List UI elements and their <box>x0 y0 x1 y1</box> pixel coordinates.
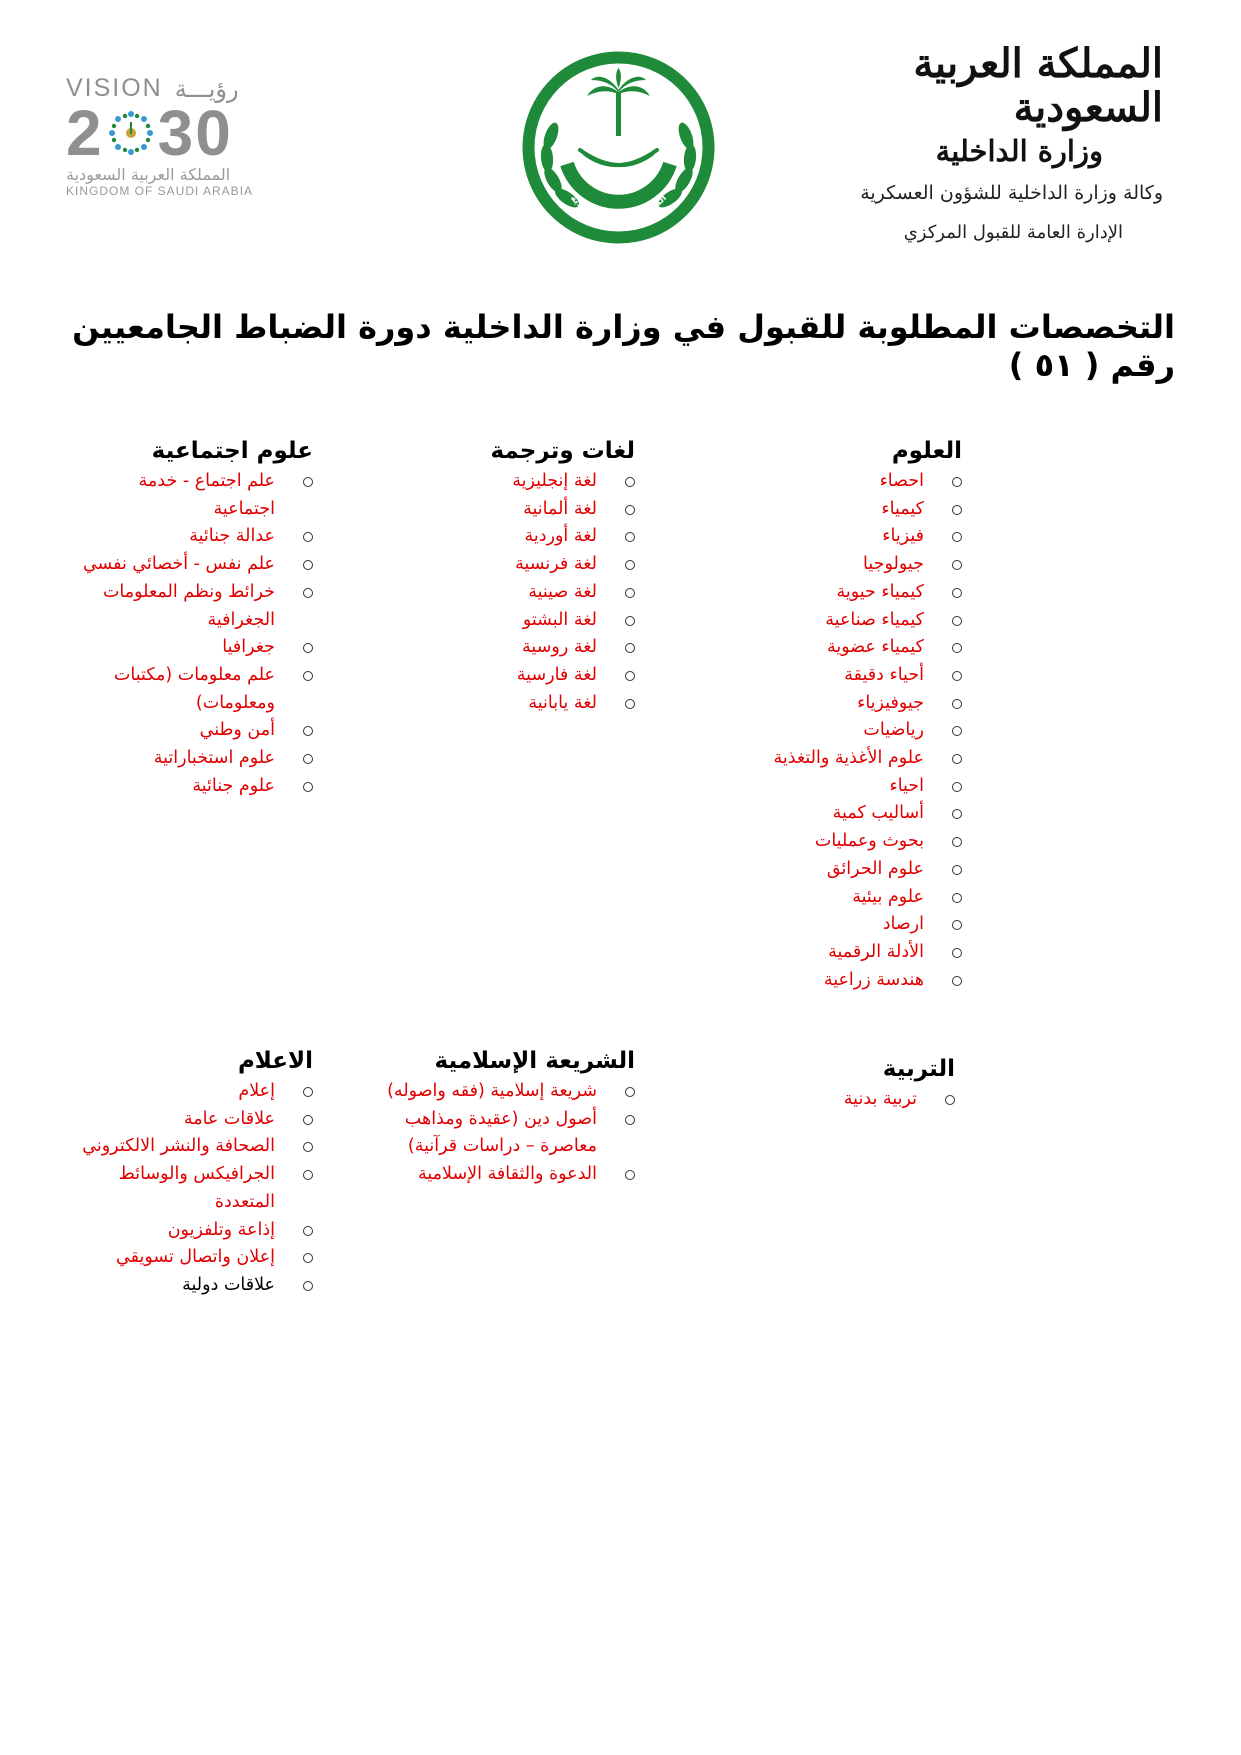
list-item <box>435 662 635 690</box>
bullet-circle-icon <box>952 920 962 930</box>
section-heading: لغات وترجمة <box>490 438 635 464</box>
bullet-circle-icon <box>952 477 962 487</box>
list-item <box>722 773 962 801</box>
bullet-circle-icon <box>952 837 962 847</box>
section-heading: العلوم <box>891 438 962 464</box>
list-item-text: أمن وطني <box>199 720 275 741</box>
vision-emblem-zero-icon <box>106 108 156 158</box>
list-item <box>435 634 635 662</box>
bullet-circle-icon <box>625 532 635 542</box>
list-item-text: احصاء <box>879 471 924 491</box>
bullet-circle-icon <box>625 588 635 598</box>
section-sharia <box>375 1048 635 1189</box>
list-item-text: كيمياء حيوية <box>836 581 924 602</box>
bullet-circle-icon <box>952 809 962 819</box>
list-item <box>435 468 635 496</box>
list-item <box>73 523 313 551</box>
list-item-text: علم معلومات (مكتبات ومعلومات) <box>113 664 275 713</box>
bullet-circle-icon <box>625 477 635 487</box>
list-item <box>73 1244 313 1272</box>
list-item-text: أصول دين (عقيدة ومذاهب معاصرة – دراسات قرآنية) <box>404 1108 597 1157</box>
list-item <box>722 884 962 912</box>
list-item-text: احياء <box>889 775 924 796</box>
bullet-circle-icon <box>303 754 313 764</box>
list-item <box>722 662 962 690</box>
bullet-circle-icon <box>303 726 313 736</box>
bullet-circle-icon <box>952 532 962 542</box>
list-item <box>73 773 313 801</box>
section-list <box>73 1078 313 1300</box>
list-item-text: الصحافة والنشر الالكتروني <box>82 1136 275 1157</box>
section-education <box>715 1056 955 1114</box>
bullet-circle-icon <box>303 588 313 598</box>
list-item <box>722 717 962 745</box>
list-item <box>715 1086 955 1114</box>
list-item <box>73 468 313 523</box>
list-item <box>73 717 313 745</box>
bullet-circle-icon <box>952 726 962 736</box>
list-item-text: علاقات دولية <box>182 1274 275 1295</box>
emblem-ring-text: المملكة العربية السعودية <box>568 193 669 224</box>
list-item-text: علم اجتماع - خدمة اجتماعية <box>138 471 275 519</box>
vision-year <box>66 97 306 169</box>
ministry-header <box>823 42 1163 243</box>
list-item <box>73 662 313 717</box>
list-item-text: علوم استخباراتية <box>153 748 275 769</box>
bullet-circle-icon <box>303 1253 313 1263</box>
bullet-circle-icon <box>952 865 962 875</box>
bullet-circle-icon <box>952 643 962 653</box>
section-heading: الاعلام <box>237 1048 313 1074</box>
bullet-circle-icon <box>952 782 962 792</box>
list-item-text: تربية بدنية <box>843 1089 917 1109</box>
list-item <box>375 1106 635 1161</box>
list-item <box>722 634 962 662</box>
list-item <box>435 496 635 524</box>
bullet-circle-icon <box>952 976 962 986</box>
list-item-text: شريعة إسلامية (فقه واصوله) <box>387 1081 597 1101</box>
list-item-text: رياضيات <box>863 720 924 741</box>
list-item <box>73 1217 313 1245</box>
list-item-text: كيمياء <box>881 498 924 519</box>
list-item <box>375 1161 635 1189</box>
list-item <box>435 523 635 551</box>
bullet-circle-icon <box>952 893 962 903</box>
list-item <box>722 967 962 995</box>
list-item-text: هندسة زراعية <box>823 969 924 990</box>
bullet-circle-icon <box>625 1087 635 1097</box>
bullet-circle-icon <box>303 1115 313 1125</box>
list-item <box>722 690 962 718</box>
emblem-icon <box>517 46 720 249</box>
list-item-text: لغة يابانية <box>528 692 597 713</box>
list-item <box>722 551 962 579</box>
list-item <box>722 856 962 884</box>
list-item <box>73 1161 313 1216</box>
vision-2030-logo <box>66 74 306 204</box>
ministry-name: وزارة الداخلية <box>935 134 1103 168</box>
department-name: الإدارة العامة للقبول المركزي <box>903 222 1123 243</box>
bullet-circle-icon <box>952 671 962 681</box>
bullet-circle-icon <box>303 532 313 542</box>
bullet-circle-icon <box>952 616 962 626</box>
list-item <box>375 1078 635 1106</box>
section-heading: علوم اجتماعية <box>151 438 313 464</box>
bullet-circle-icon <box>303 643 313 653</box>
list-item-text: جيولوجيا <box>863 554 924 575</box>
list-item-text: لغة فارسية <box>516 664 597 685</box>
bullet-circle-icon <box>625 1170 635 1180</box>
list-item-text: لغة صينية <box>528 581 597 602</box>
vision-kingdom-en: KINGDOM OF SAUDI ARABIA <box>66 184 254 198</box>
bullet-circle-icon <box>625 643 635 653</box>
list-item-text: أحياء دقيقة <box>844 664 924 685</box>
bullet-circle-icon <box>625 560 635 570</box>
list-item-text: علوم جنائية <box>192 775 275 796</box>
vision-word-ar: رؤيـــة <box>174 74 239 103</box>
list-item <box>722 468 962 496</box>
list-item-text: بحوث وعمليات <box>814 831 924 852</box>
section-languages <box>435 438 635 717</box>
list-item <box>722 496 962 524</box>
list-item <box>722 523 962 551</box>
bullet-circle-icon <box>303 671 313 681</box>
bullet-circle-icon <box>952 948 962 958</box>
bullet-circle-icon <box>303 1087 313 1097</box>
bullet-circle-icon <box>945 1095 955 1105</box>
list-item-text: لغة فرنسية <box>515 554 597 575</box>
bullet-circle-icon <box>952 560 962 570</box>
list-item <box>722 607 962 635</box>
bullet-circle-icon <box>303 560 313 570</box>
list-item <box>73 1133 313 1161</box>
list-item-text: لغة إنجليزية <box>512 471 597 491</box>
bullet-circle-icon <box>952 588 962 598</box>
list-item-text: علوم بيئية <box>852 886 924 907</box>
list-item <box>73 579 313 634</box>
section-sciences <box>722 438 962 994</box>
list-item-text: لغة ألمانية <box>523 498 597 519</box>
section-media <box>73 1048 313 1300</box>
bullet-circle-icon <box>952 699 962 709</box>
bullet-circle-icon <box>303 1281 313 1291</box>
list-item-text: جغرافيا <box>222 637 275 658</box>
list-item <box>435 551 635 579</box>
list-item-text: أساليب كمية <box>832 803 924 824</box>
list-item-text: علوم الأغذية والتغذية <box>773 748 924 769</box>
list-item-text: الأدلة الرقمية <box>828 941 924 962</box>
vision-kingdom-ar: المملكة العربية السعودية <box>66 165 231 184</box>
bullet-circle-icon <box>625 505 635 515</box>
bullet-circle-icon <box>303 1226 313 1236</box>
list-item-text: لغة أوردية <box>524 526 597 547</box>
kingdom-name: المملكة العربية السعودية <box>913 40 1163 131</box>
list-item <box>722 828 962 856</box>
list-item <box>73 1272 313 1300</box>
bullet-circle-icon <box>303 1142 313 1152</box>
section-heading: التربية <box>882 1056 955 1082</box>
list-item-text: جيوفيزياء <box>857 692 924 713</box>
list-item <box>73 1106 313 1134</box>
bullet-circle-icon <box>625 671 635 681</box>
list-item <box>722 579 962 607</box>
list-item-text: إذاعة وتلفزيون <box>167 1219 275 1240</box>
vision-year-left: 2 <box>66 97 104 169</box>
list-item-text: لغة البشتو <box>522 609 597 630</box>
list-item <box>73 551 313 579</box>
section-list <box>722 468 962 994</box>
list-item <box>435 579 635 607</box>
list-item <box>722 745 962 773</box>
section-list <box>73 468 313 800</box>
bullet-circle-icon <box>952 754 962 764</box>
section-list <box>715 1086 955 1114</box>
bullet-circle-icon <box>625 616 635 626</box>
list-item-text: فيزياء <box>882 526 924 547</box>
list-item-text: خرائط ونظم المعلومات الجغرافية <box>102 581 275 630</box>
list-item-text: علم نفس - أخصائي نفسي <box>82 554 275 575</box>
list-item-text: الدعوة والثقافة الإسلامية <box>418 1164 597 1185</box>
list-item-text: علوم الحرائق <box>826 858 924 879</box>
list-item <box>73 634 313 662</box>
list-item-text: علاقات عامة <box>183 1108 275 1129</box>
list-item-text: كيمياء صناعية <box>825 609 924 630</box>
list-item <box>722 911 962 939</box>
list-item-text: عدالة جنائية <box>189 526 275 547</box>
section-list <box>375 1078 635 1189</box>
list-item-text: ارصاد <box>882 914 924 935</box>
list-item <box>722 939 962 967</box>
bullet-circle-icon <box>625 1115 635 1125</box>
vision-word-en: VISION <box>66 74 163 102</box>
list-item-text: الجرافيكس والوسائط المتعددة <box>118 1164 275 1212</box>
bullet-circle-icon <box>625 699 635 709</box>
list-item-text: كيمياء عضوية <box>826 637 924 658</box>
list-item <box>435 690 635 718</box>
list-item <box>73 1078 313 1106</box>
vision-year-right: 30 <box>157 97 233 169</box>
bullet-circle-icon <box>303 782 313 792</box>
section-heading: الشريعة الإسلامية <box>434 1048 635 1074</box>
list-item <box>722 800 962 828</box>
list-item-text: إعلام <box>238 1081 275 1101</box>
list-item-text: إعلان واتصال تسويقي <box>116 1247 275 1268</box>
section-social-sciences <box>73 438 313 800</box>
list-item-text: لغة روسية <box>522 637 597 658</box>
ministry-emblem-logo <box>517 46 720 249</box>
section-list <box>435 468 635 717</box>
agency-name: وكالة وزارة الداخلية للشؤون العسكرية <box>860 182 1163 204</box>
list-item <box>73 745 313 773</box>
bullet-circle-icon <box>952 505 962 515</box>
list-item <box>435 607 635 635</box>
bullet-circle-icon <box>303 477 313 487</box>
bullet-circle-icon <box>303 1170 313 1180</box>
page-title: التخصصات المطلوبة للقبول في وزارة الداخلية دورة الضباط الجامعيين رقم ( ٥١ ) <box>72 308 1175 384</box>
